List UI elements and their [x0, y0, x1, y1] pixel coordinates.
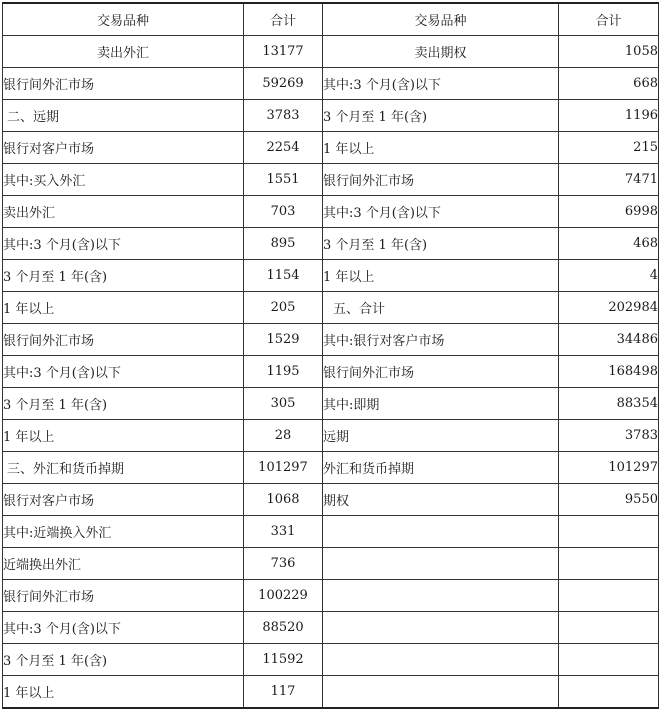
table-row: [3, 260, 659, 292]
left-item-total: 3783: [244, 100, 323, 132]
left-item-total: 1529: [244, 324, 323, 356]
left-item-label: 1 年以上: [3, 676, 244, 709]
left-item-total: 28: [244, 420, 323, 452]
left-item-label: 银行间外汇市场: [3, 68, 244, 100]
right-item-total: 1058: [559, 36, 659, 68]
right-item-total: [559, 676, 659, 709]
table-row: [3, 676, 659, 709]
table-row: [3, 548, 659, 580]
right-item-total: 7471: [559, 164, 659, 196]
right-item-total: 6998: [559, 196, 659, 228]
table-row: [3, 484, 659, 516]
left-item-total: 100229: [244, 580, 323, 612]
left-item-label: 3 个月至 1 年(含): [3, 260, 244, 292]
left-item-total: 1195: [244, 356, 323, 388]
right-item-label: 期权: [323, 484, 559, 516]
right-item-label: 3 个月至 1 年(含): [323, 100, 559, 132]
left-item-label: 1 年以上: [3, 292, 244, 324]
left-item-total: 2254: [244, 132, 323, 164]
left-item-label: 三、外汇和货币掉期: [3, 452, 244, 484]
left-item-total: 1551: [244, 164, 323, 196]
right-item-total: 34486: [559, 324, 659, 356]
right-item-label: 远期: [323, 420, 559, 452]
right-item-total: [559, 548, 659, 580]
header-trade-type-right: 交易品种: [323, 3, 559, 36]
left-item-total: 305: [244, 388, 323, 420]
left-item-label: 卖出外汇: [3, 36, 244, 68]
left-item-label: 近端换出外汇: [3, 548, 244, 580]
header-total-right: 合计: [559, 3, 659, 36]
left-item-label: 3 个月至 1 年(含): [3, 644, 244, 676]
right-item-label: [323, 612, 559, 644]
left-item-total: 117: [244, 676, 323, 709]
table-header-row: [3, 3, 659, 36]
left-item-label: 其中:3 个月(含)以下: [3, 228, 244, 260]
right-item-total: 168498: [559, 356, 659, 388]
right-item-label: [323, 516, 559, 548]
left-item-total: 736: [244, 548, 323, 580]
left-item-total: 101297: [244, 452, 323, 484]
right-item-label: 卖出期权: [323, 36, 559, 68]
left-item-total: 13177: [244, 36, 323, 68]
left-item-label: 其中:3 个月(含)以下: [3, 356, 244, 388]
right-item-label: 1 年以上: [323, 132, 559, 164]
table-row: [3, 580, 659, 612]
right-item-total: [559, 516, 659, 548]
table-row: [3, 356, 659, 388]
left-item-label: 卖出外汇: [3, 196, 244, 228]
table-row: [3, 164, 659, 196]
right-item-total: 668: [559, 68, 659, 100]
header-trade-type-left: 交易品种: [3, 3, 244, 36]
table-row: [3, 36, 659, 68]
left-item-total: 59269: [244, 68, 323, 100]
left-item-label: 银行间外汇市场: [3, 324, 244, 356]
left-item-label: 1 年以上: [3, 420, 244, 452]
right-item-label: 银行间外汇市场: [323, 356, 559, 388]
left-item-label: 3 个月至 1 年(含): [3, 388, 244, 420]
right-item-label: [323, 676, 559, 709]
fx-trading-table: [2, 2, 659, 709]
left-item-total: 88520: [244, 612, 323, 644]
left-item-total: 1068: [244, 484, 323, 516]
right-item-label: [323, 580, 559, 612]
right-item-total: 9550: [559, 484, 659, 516]
left-item-total: 331: [244, 516, 323, 548]
right-item-total: 101297: [559, 452, 659, 484]
header-total-left: 合计: [244, 3, 323, 36]
left-item-total: 205: [244, 292, 323, 324]
table-row: [3, 420, 659, 452]
right-item-label: 其中:3 个月(含)以下: [323, 68, 559, 100]
left-item-label: 其中:买入外汇: [3, 164, 244, 196]
table-row: [3, 516, 659, 548]
left-item-label: 二、远期: [3, 100, 244, 132]
right-item-total: 468: [559, 228, 659, 260]
left-item-total: 1154: [244, 260, 323, 292]
left-item-label: 其中:近端换入外汇: [3, 516, 244, 548]
right-item-label: 其中:银行对客户市场: [323, 324, 559, 356]
right-item-label: 五、合计: [323, 292, 559, 324]
table-row: [3, 324, 659, 356]
right-item-label: 银行间外汇市场: [323, 164, 559, 196]
table-row: [3, 228, 659, 260]
right-item-total: [559, 644, 659, 676]
right-item-total: 215: [559, 132, 659, 164]
table-row: [3, 196, 659, 228]
right-item-label: 3 个月至 1 年(含): [323, 228, 559, 260]
left-item-label: 其中:3 个月(含)以下: [3, 612, 244, 644]
right-item-label: 外汇和货币掉期: [323, 452, 559, 484]
table-row: [3, 292, 659, 324]
table-row: [3, 452, 659, 484]
right-item-label: 其中:3 个月(含)以下: [323, 196, 559, 228]
left-item-label: 银行对客户市场: [3, 132, 244, 164]
right-item-label: 其中:即期: [323, 388, 559, 420]
left-item-total: 11592: [244, 644, 323, 676]
right-item-total: [559, 612, 659, 644]
right-item-label: [323, 644, 559, 676]
right-item-total: 202984: [559, 292, 659, 324]
table-row: [3, 644, 659, 676]
left-item-label: 银行间外汇市场: [3, 580, 244, 612]
left-item-total: 895: [244, 228, 323, 260]
left-item-total: 703: [244, 196, 323, 228]
table-body: [3, 3, 659, 708]
table-row: [3, 100, 659, 132]
right-item-total: [559, 580, 659, 612]
right-item-label: [323, 548, 559, 580]
table-row: [3, 612, 659, 644]
table-row: [3, 132, 659, 164]
table-row: [3, 68, 659, 100]
right-item-total: 88354: [559, 388, 659, 420]
right-item-label: 1 年以上: [323, 260, 559, 292]
table-row: [3, 388, 659, 420]
left-item-label: 银行对客户市场: [3, 484, 244, 516]
right-item-total: 4: [559, 260, 659, 292]
right-item-total: 3783: [559, 420, 659, 452]
right-item-total: 1196: [559, 100, 659, 132]
